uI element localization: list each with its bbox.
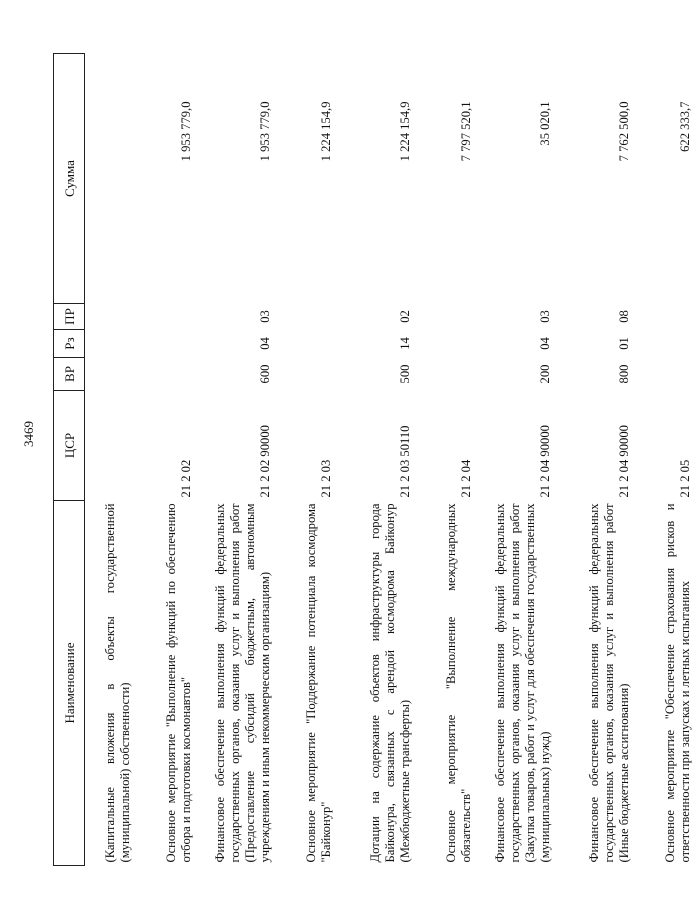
row-name: Основное мероприятие "Выполнение функций по обеспечению отбора и подготовки космонавтов" (163, 503, 193, 863)
row-sum: 1 224 154,9 (318, 101, 333, 162)
row-name: Основное мероприятие "Поддержание потенциала космодрома "Байконур" (303, 503, 333, 863)
row-pr: 02 (397, 310, 412, 323)
row-csr: 21 2 02 (178, 459, 193, 498)
row-sum: 622 333,7 (677, 101, 692, 152)
row-sum: 1 953 779,0 (178, 101, 193, 162)
row-name: Финансовое обеспечение выполнения функций федеральных государственных органов, оказания услуг и выполнения работ (Закупка товаров, работ и услуг для обеспечения государственных (муниципальных) нужд) (492, 503, 552, 863)
row-sum: 1 953 779,0 (257, 101, 272, 162)
row-vr (277, 358, 338, 391)
row-vr (85, 358, 137, 391)
row-vr: 500 (397, 364, 412, 384)
row-vr: 600 (257, 364, 272, 384)
row-csr: 21 2 04 90000 (537, 425, 552, 498)
table-row (137, 54, 198, 866)
row-csr: 21 2 04 90000 (616, 425, 631, 498)
row-sum: 7 762 500,0 (616, 101, 631, 162)
row-csr: 21 2 04 (458, 459, 473, 498)
row-vr (137, 358, 198, 391)
row-csr: 21 2 03 (318, 459, 333, 498)
rotated-page (53, 54, 692, 866)
row-pr (417, 304, 478, 330)
page-number: 3469 (21, 421, 36, 447)
row-pr: 03 (257, 310, 272, 323)
table-row (636, 54, 697, 866)
row-pr: 03 (537, 310, 552, 323)
row-name: Основное мероприятие "Выполнение международных обязательств" (443, 503, 473, 863)
row-rz (277, 330, 338, 358)
table-row (85, 54, 137, 866)
row-pr: 08 (616, 310, 631, 323)
row-rz: 14 (397, 337, 412, 350)
row-rz: 01 (616, 337, 631, 350)
row-name: Дотации на содержание объектов инфраструктуры города Байконура, связанных с арендой космодрома Байконур (Межбюджетные трансферты) (367, 503, 412, 863)
row-rz (636, 330, 697, 358)
row-pr (636, 304, 697, 330)
row-name: Финансовое обеспечение выполнения функций федеральных государственных органов, оказания услуг и выполнения работ (Предоставление субсидий бюджетным, автономным учреждениям и иным некоммерческим организациям) (212, 503, 272, 863)
header-name: Наименование (54, 501, 85, 866)
row-rz (85, 330, 137, 358)
table-row (478, 54, 557, 866)
table-row (338, 54, 417, 866)
row-vr: 800 (616, 364, 631, 384)
table-header-row (54, 54, 85, 866)
row-rz: 04 (537, 337, 552, 350)
row-vr (417, 358, 478, 391)
row-vr (636, 358, 697, 391)
row-name: Основное мероприятие "Обеспечение страхования рисков и ответственности при запусках и летных испытаниях (662, 503, 692, 863)
row-name: (Капитальные вложения в объекты государственной (муниципальной) собственности) (102, 503, 132, 863)
row-sum (85, 54, 137, 304)
row-vr: 200 (537, 364, 552, 384)
table-row (557, 54, 636, 866)
row-rz (137, 330, 198, 358)
row-pr (85, 304, 137, 330)
row-sum: 1 224 154,9 (397, 101, 412, 162)
row-sum: 7 797 520,1 (458, 101, 473, 162)
header-pr: ПР (54, 304, 85, 330)
row-csr: 21 2 02 90000 (257, 425, 272, 498)
row-csr: 21 2 05 (677, 459, 692, 498)
header-csr: ЦСР (54, 391, 85, 501)
header-vr: ВР (54, 358, 85, 391)
row-rz: 04 (257, 337, 272, 350)
row-rz (417, 330, 478, 358)
header-rz: Рз (54, 330, 85, 358)
row-sum: 35 020,1 (537, 101, 552, 146)
table-row (198, 54, 277, 866)
budget-table (53, 53, 697, 866)
header-sum: Сумма (54, 54, 85, 304)
row-pr (137, 304, 198, 330)
row-csr: 21 2 03 50110 (397, 425, 412, 498)
row-pr (277, 304, 338, 330)
row-name: Финансовое обеспечение выполнения функций федеральных государственных органов, оказания услуг и выполнения работ (Иные бюджетные ассигнования) (586, 503, 631, 863)
row-csr (85, 391, 137, 501)
table-row (417, 54, 478, 866)
table-row (277, 54, 338, 866)
